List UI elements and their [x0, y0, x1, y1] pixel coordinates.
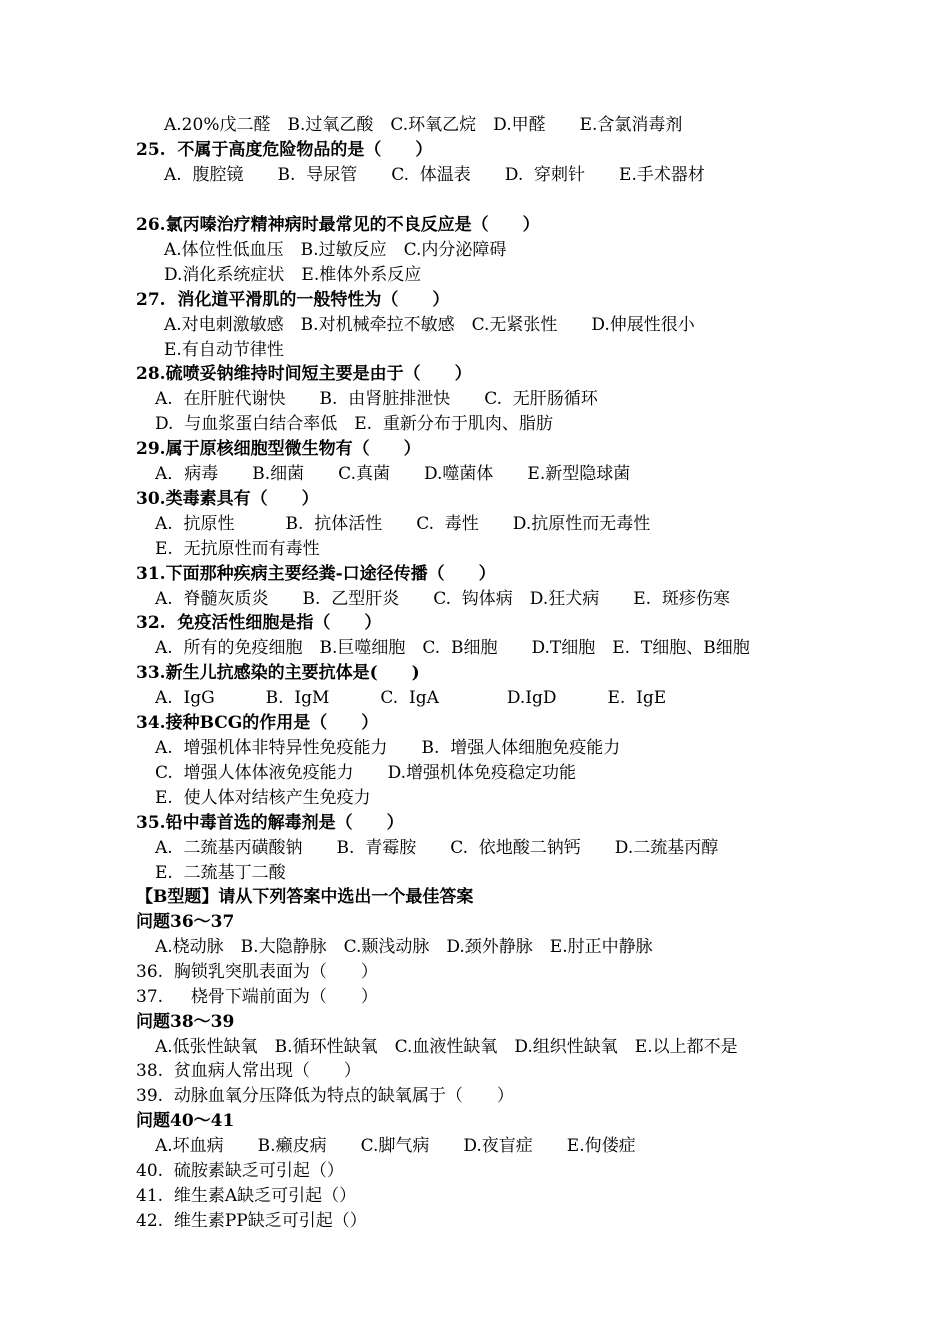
q32-stem: 32. 免疫活性细胞是指（ ）	[136, 613, 382, 633]
q32-options: A. 所有的免疫细胞 B.巨噬细胞 C. B细胞 D.T细胞 E. T细胞、B细胞	[155, 638, 750, 658]
q26-stem: 26.氯丙嗪治疗精神病时最常见的不良反应是（ ）	[136, 215, 540, 235]
q35-stem: 35.铅中毒首选的解毒剂是（ ）	[136, 813, 404, 833]
q33-stem: 33.新生儿抗感染的主要抗体是( )	[136, 663, 420, 683]
q28-options-1: A. 在肝脏代谢快 B. 由肾脏排泄快 C. 无肝肠循环	[155, 389, 598, 409]
group-36-37-heading: 问题36～37	[136, 912, 235, 932]
q28-options-2: D. 与血浆蛋白结合率低 E. 重新分布于肌肉、脂肪	[155, 414, 553, 434]
q37-stem: 37. 桡骨下端前面为（ ）	[136, 987, 378, 1007]
group-36-37-options: A.桡动脉 B.大隐静脉 C.颞浅动脉 D.颈外静脉 E.肘正中静脉	[155, 937, 653, 957]
q31-options: A. 脊髓灰质炎 B. 乙型肝炎 C. 钩体病 D.狂犬病 E. 斑疹伤寒	[155, 589, 730, 609]
q28-stem: 28.硫喷妥钠维持时间短主要是由于（ ）	[136, 364, 472, 384]
q29-stem: 29.属于原核细胞型微生物有（ ）	[136, 439, 421, 459]
q29-options: A．病毒 B.细菌 C.真菌 D.噬菌体 E.新型隐球菌	[155, 464, 631, 484]
q27-options-2: E.有自动节律性	[164, 340, 284, 360]
q35-options-1: A. 二巯基丙磺酸钠 B. 青霉胺 C. 依地酸二钠钙 D.二巯基丙醇	[155, 838, 719, 858]
q38-stem: 38. 贫血病人常出现（ ）	[136, 1061, 361, 1081]
q36-stem: 36. 胸锁乳突肌表面为（ ）	[136, 962, 378, 982]
q30-stem: 30.类毒素具有（ ）	[136, 489, 319, 509]
q26-options-2: D.消化系统症状 E.椎体外系反应	[164, 265, 422, 285]
q40-stem: 40. 硫胺素缺乏可引起（）	[136, 1161, 344, 1181]
q30-options-1: A. 抗原性 B. 抗体活性 C. 毒性 D.抗原性而无毒性	[155, 514, 651, 534]
q31-stem: 31.下面那种疾病主要经粪-口途径传播（ ）	[136, 564, 496, 584]
q39-stem: 39. 动脉血氧分压降低为特点的缺氧属于（ ）	[136, 1086, 514, 1106]
q26-options-1: A.体位性低血压 B.过敏反应 C.内分泌障碍	[164, 240, 507, 260]
q24-options: A.20%戊二醛 B.过氧乙酸 C.环氧乙烷 D.甲醛 E.含氯消毒剂	[164, 115, 683, 135]
group-40-42-options: A.坏血病 B.癞皮病 C.脚气病 D.夜盲症 E.佝偻症	[155, 1136, 636, 1156]
q25-stem: 25. 不属于高度危险物品的是（ ）	[136, 140, 433, 160]
q27-stem: 27. 消化道平滑肌的一般特性为（ ）	[136, 290, 450, 310]
q34-options-3: E. 使人体对结核产生免疫力	[155, 788, 371, 808]
q30-options-2: E. 无抗原性而有毒性	[155, 539, 320, 559]
group-38-39-options: A.低张性缺氧 B.循环性缺氧 C.血液性缺氧 D.组织性缺氧 E.以上都不是	[155, 1037, 738, 1057]
group-38-39-heading: 问题38～39	[136, 1012, 235, 1032]
section-b-heading: 【B型题】请从下列答案中选出一个最佳答案	[136, 887, 474, 907]
q34-options-2: C. 增强人体体液免疫能力 D.增强机体免疫稳定功能	[155, 763, 577, 783]
q34-options-1: A. 增强机体非特异性免疫能力 B. 增强人体细胞免疫能力	[155, 738, 621, 758]
q33-options: A. IgG B. IgM C. IgA D.IgD E. IgE	[155, 688, 667, 708]
q41-stem: 41. 维生素A缺乏可引起（）	[136, 1186, 357, 1206]
q27-options-1: A.对电刺激敏感 B.对机械牵拉不敏感 C.无紧张性 D.伸展性很小	[164, 315, 695, 335]
q35-options-2: E. 二巯基丁二酸	[155, 863, 286, 883]
q42-stem: 42. 维生素PP缺乏可引起（）	[136, 1211, 367, 1231]
group-40-42-heading: 问题40～41	[136, 1111, 235, 1131]
q34-stem: 34.接种BCG的作用是（ ）	[136, 713, 379, 733]
q25-options: A. 腹腔镜 B. 导尿管 C. 体温表 D. 穿刺针 E.手术器材	[164, 165, 705, 185]
